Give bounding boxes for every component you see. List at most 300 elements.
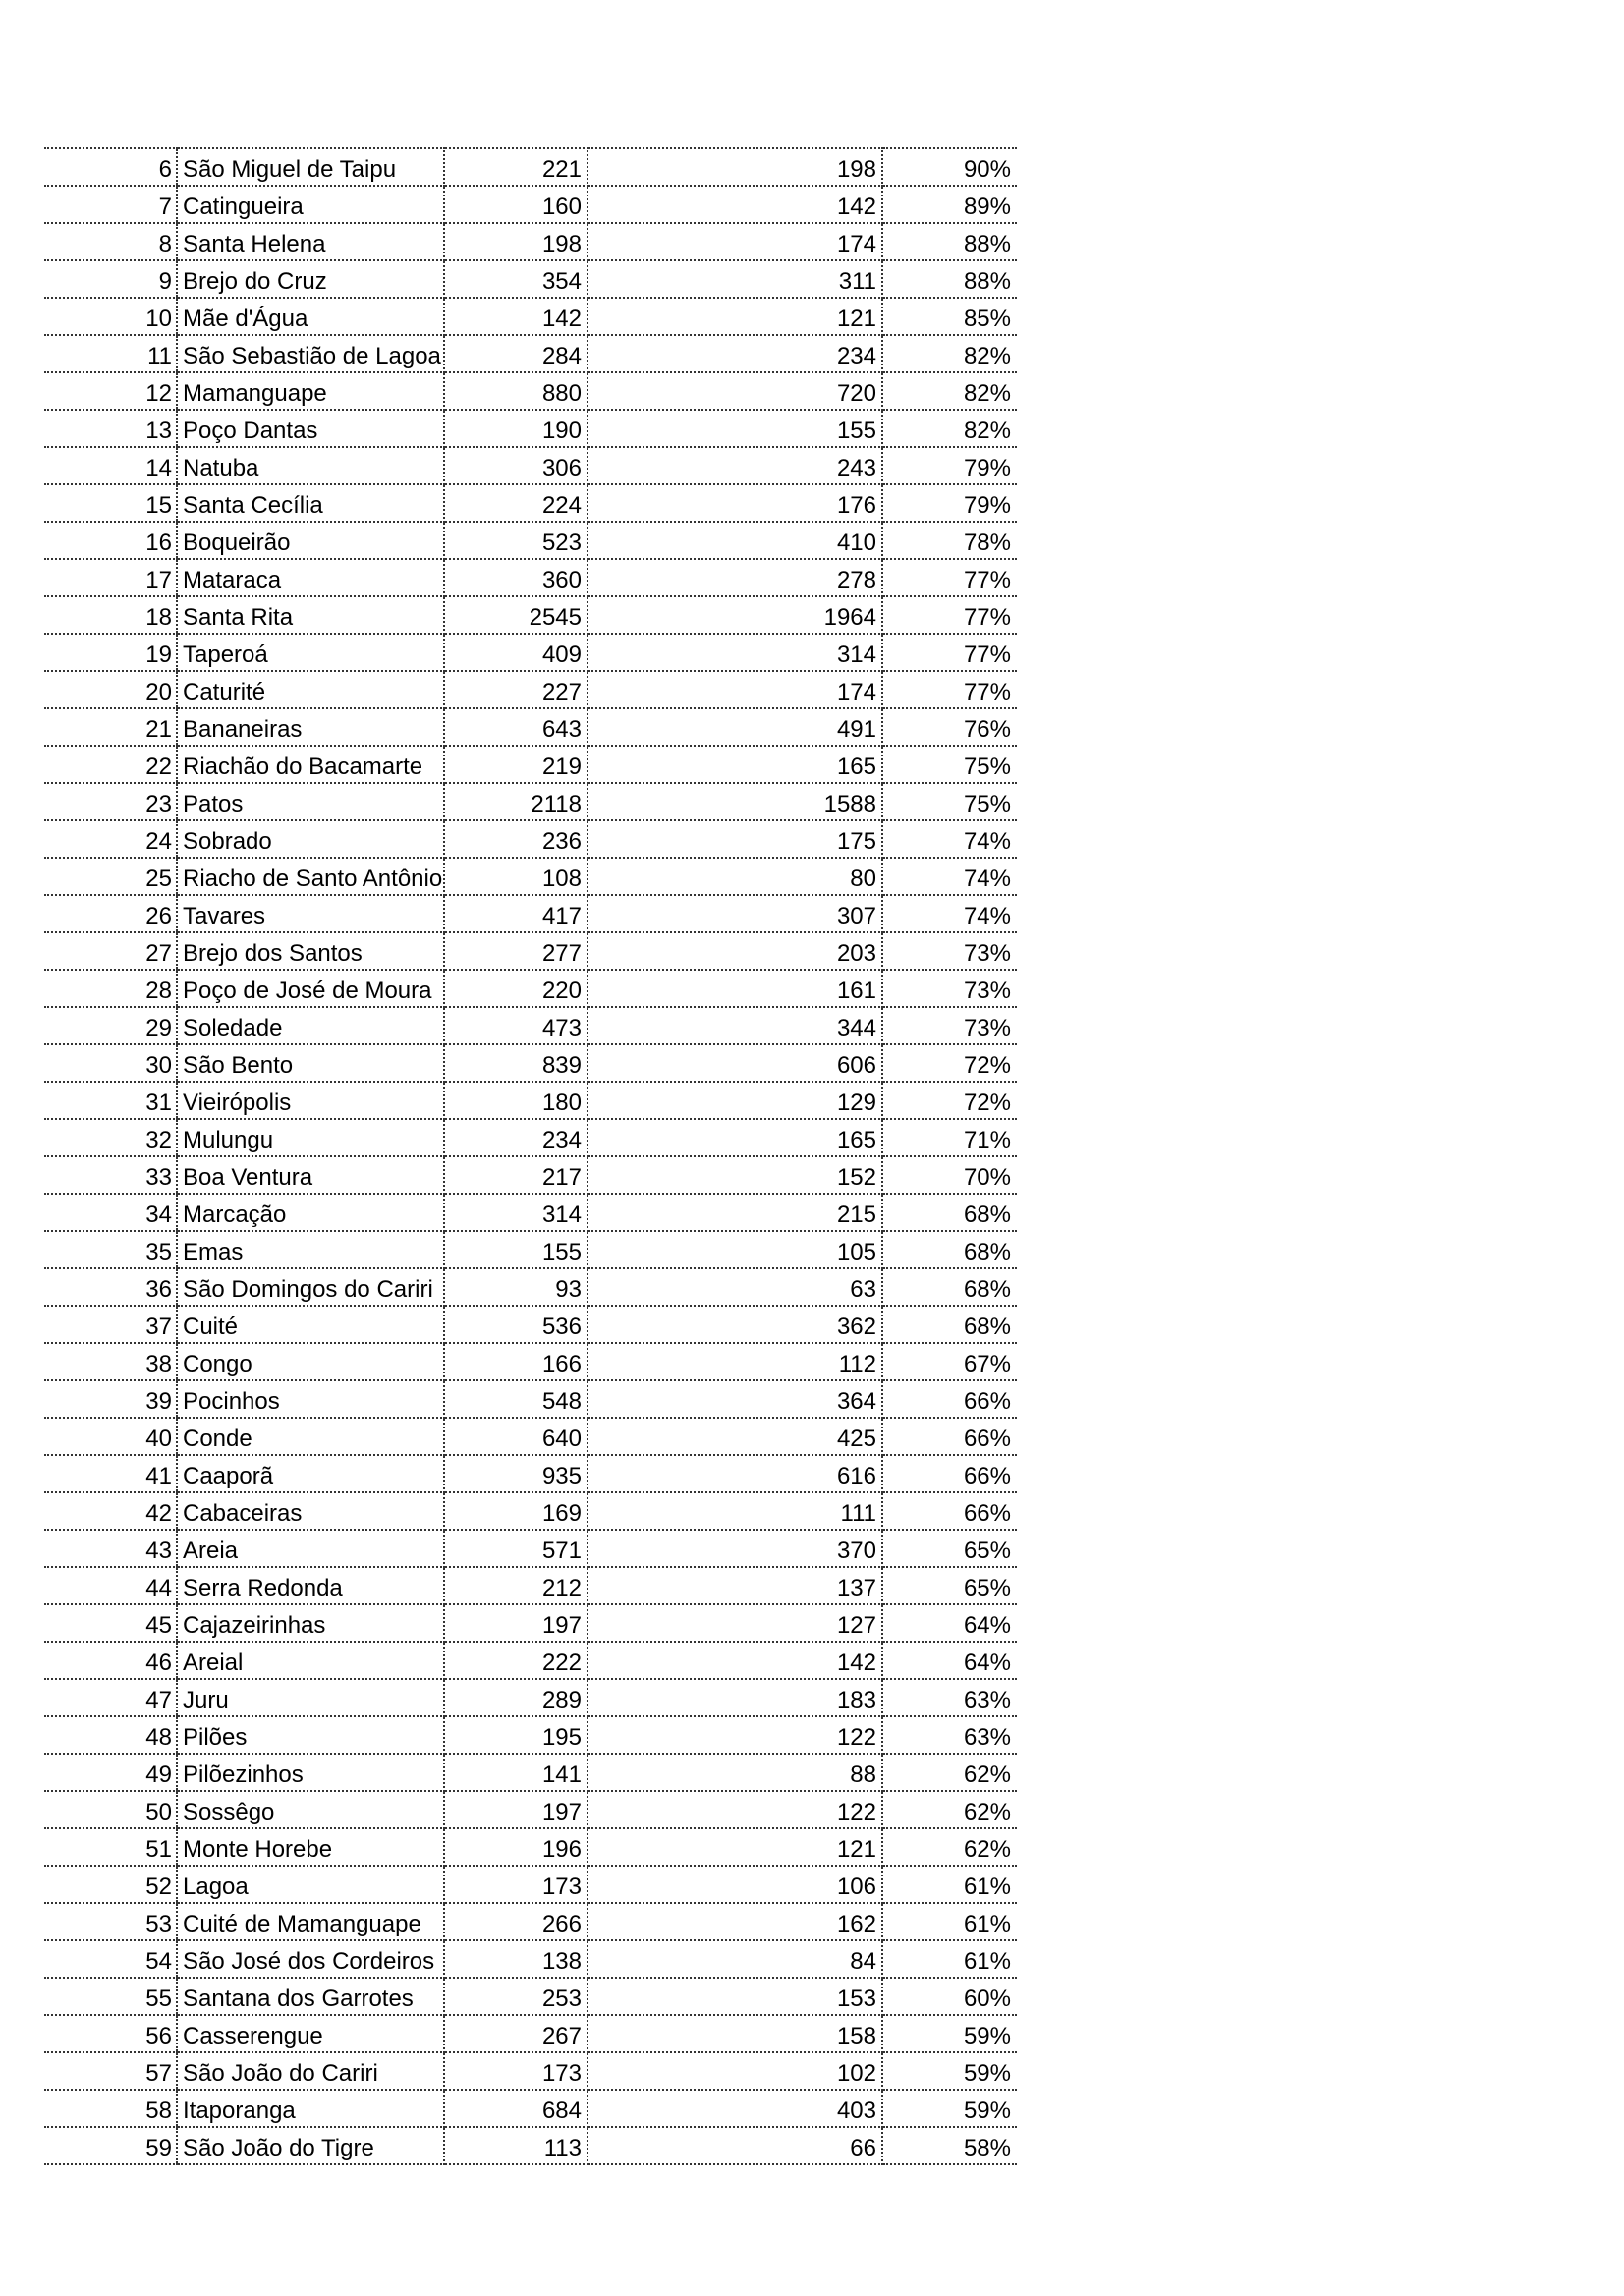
count-cell: 606 — [588, 1044, 882, 1082]
table-row — [44, 858, 1017, 895]
count-cell: 403 — [588, 2090, 882, 2127]
total-cell: 227 — [444, 671, 588, 708]
total-cell: 684 — [444, 2090, 588, 2127]
table-row — [44, 2015, 1017, 2052]
percentage-cell: 79% — [882, 484, 1017, 522]
total-cell: 360 — [444, 559, 588, 596]
total-cell: 548 — [444, 1380, 588, 1418]
municipality-cell: Tavares — [177, 895, 444, 932]
total-cell: 224 — [444, 484, 588, 522]
rank-cell: 10 — [44, 298, 177, 335]
percentage-cell: 64% — [882, 1604, 1017, 1642]
table-row — [44, 559, 1017, 596]
table-row — [44, 1828, 1017, 1866]
percentage-cell: 65% — [882, 1567, 1017, 1604]
percentage-cell: 66% — [882, 1418, 1017, 1455]
municipality-cell: São Bento — [177, 1044, 444, 1082]
count-cell: 203 — [588, 932, 882, 970]
municipality-cell: Pocinhos — [177, 1380, 444, 1418]
municipality-cell: Riachão do Bacamarte — [177, 746, 444, 783]
count-cell: 152 — [588, 1156, 882, 1194]
percentage-cell: 65% — [882, 1530, 1017, 1567]
count-cell: 161 — [588, 970, 882, 1007]
rank-cell: 49 — [44, 1754, 177, 1791]
table-row — [44, 1791, 1017, 1828]
rank-cell: 36 — [44, 1268, 177, 1306]
total-cell: 234 — [444, 1119, 588, 1156]
table-row — [44, 783, 1017, 820]
total-cell: 640 — [444, 1418, 588, 1455]
rank-cell: 13 — [44, 410, 177, 447]
table-row — [44, 634, 1017, 671]
count-cell: 616 — [588, 1455, 882, 1492]
count-cell: 307 — [588, 895, 882, 932]
total-cell: 173 — [444, 1866, 588, 1903]
table-row — [44, 932, 1017, 970]
count-cell: 88 — [588, 1754, 882, 1791]
rank-cell: 17 — [44, 559, 177, 596]
table-row — [44, 484, 1017, 522]
percentage-cell: 76% — [882, 708, 1017, 746]
rank-cell: 27 — [44, 932, 177, 970]
percentage-cell: 75% — [882, 746, 1017, 783]
percentage-cell: 66% — [882, 1380, 1017, 1418]
rank-cell: 57 — [44, 2052, 177, 2090]
table-row — [44, 410, 1017, 447]
count-cell: 364 — [588, 1380, 882, 1418]
table-row — [44, 522, 1017, 559]
table-row — [44, 1044, 1017, 1082]
count-cell: 105 — [588, 1231, 882, 1268]
table-row — [44, 1866, 1017, 1903]
municipality-cell: Boqueirão — [177, 522, 444, 559]
municipality-cell: Lagoa — [177, 1866, 444, 1903]
percentage-cell: 62% — [882, 1828, 1017, 1866]
count-cell: 155 — [588, 410, 882, 447]
rank-cell: 20 — [44, 671, 177, 708]
percentage-cell: 59% — [882, 2015, 1017, 2052]
spreadsheet-page — [44, 147, 1017, 2165]
table-row — [44, 2052, 1017, 2090]
count-cell: 158 — [588, 2015, 882, 2052]
total-cell: 2545 — [444, 596, 588, 634]
rank-cell: 58 — [44, 2090, 177, 2127]
total-cell: 253 — [444, 1978, 588, 2015]
table-row — [44, 1940, 1017, 1978]
table-row — [44, 1604, 1017, 1642]
percentage-cell: 61% — [882, 1903, 1017, 1940]
percentage-cell: 78% — [882, 522, 1017, 559]
municipality-cell: Itaporanga — [177, 2090, 444, 2127]
table-row — [44, 895, 1017, 932]
count-cell: 84 — [588, 1940, 882, 1978]
rank-cell: 25 — [44, 858, 177, 895]
rank-cell: 34 — [44, 1194, 177, 1231]
municipality-cell: Cabaceiras — [177, 1492, 444, 1530]
total-cell: 880 — [444, 372, 588, 410]
rank-cell: 40 — [44, 1418, 177, 1455]
rank-cell: 52 — [44, 1866, 177, 1903]
municipality-cell: Cajazeirinhas — [177, 1604, 444, 1642]
municipality-cell: Areial — [177, 1642, 444, 1679]
municipality-cell: Marcação — [177, 1194, 444, 1231]
count-cell: 278 — [588, 559, 882, 596]
municipality-cell: Brejo dos Santos — [177, 932, 444, 970]
count-cell: 234 — [588, 335, 882, 372]
percentage-cell: 63% — [882, 1716, 1017, 1754]
total-cell: 217 — [444, 1156, 588, 1194]
table-row — [44, 186, 1017, 223]
total-cell: 306 — [444, 447, 588, 484]
municipality-cell: Monte Horebe — [177, 1828, 444, 1866]
municipality-cell: Cuité de Mamanguape — [177, 1903, 444, 1940]
table-row — [44, 596, 1017, 634]
table-row — [44, 1194, 1017, 1231]
municipality-cell: Taperoá — [177, 634, 444, 671]
table-row — [44, 1268, 1017, 1306]
rank-cell: 11 — [44, 335, 177, 372]
municipality-cell: Poço de José de Moura — [177, 970, 444, 1007]
municipality-cell: Pilões — [177, 1716, 444, 1754]
rank-cell: 12 — [44, 372, 177, 410]
table-row — [44, 335, 1017, 372]
count-cell: 174 — [588, 223, 882, 260]
percentage-cell: 75% — [882, 783, 1017, 820]
percentage-cell: 89% — [882, 186, 1017, 223]
table-row — [44, 1343, 1017, 1380]
count-cell: 121 — [588, 298, 882, 335]
total-cell: 935 — [444, 1455, 588, 1492]
count-cell: 165 — [588, 746, 882, 783]
municipality-cell: Mamanguape — [177, 372, 444, 410]
percentage-cell: 68% — [882, 1268, 1017, 1306]
percentage-cell: 62% — [882, 1754, 1017, 1791]
municipality-cell: São João do Cariri — [177, 2052, 444, 2090]
total-cell: 523 — [444, 522, 588, 559]
count-cell: 165 — [588, 1119, 882, 1156]
rank-cell: 32 — [44, 1119, 177, 1156]
percentage-cell: 88% — [882, 223, 1017, 260]
total-cell: 409 — [444, 634, 588, 671]
percentage-cell: 77% — [882, 634, 1017, 671]
municipality-cell: Conde — [177, 1418, 444, 1455]
count-cell: 122 — [588, 1716, 882, 1754]
table-row — [44, 708, 1017, 746]
rank-cell: 38 — [44, 1343, 177, 1380]
table-row — [44, 1530, 1017, 1567]
count-cell: 410 — [588, 522, 882, 559]
table-row — [44, 1380, 1017, 1418]
percentage-cell: 61% — [882, 1940, 1017, 1978]
total-cell: 354 — [444, 260, 588, 298]
total-cell: 138 — [444, 1940, 588, 1978]
count-cell: 175 — [588, 820, 882, 858]
percentage-cell: 66% — [882, 1492, 1017, 1530]
table-row — [44, 148, 1017, 186]
percentage-cell: 73% — [882, 970, 1017, 1007]
count-cell: 1964 — [588, 596, 882, 634]
total-cell: 267 — [444, 2015, 588, 2052]
table-row — [44, 1455, 1017, 1492]
municipality-cell: Soledade — [177, 1007, 444, 1044]
total-cell: 221 — [444, 148, 588, 186]
municipality-cell: Areia — [177, 1530, 444, 1567]
table-row — [44, 447, 1017, 484]
municipality-cell: São José dos Cordeiros — [177, 1940, 444, 1978]
table-row — [44, 1679, 1017, 1716]
rank-cell: 22 — [44, 746, 177, 783]
count-cell: 111 — [588, 1492, 882, 1530]
table-row — [44, 260, 1017, 298]
rank-cell: 53 — [44, 1903, 177, 1940]
count-cell: 344 — [588, 1007, 882, 1044]
municipality-cell: Santana dos Garrotes — [177, 1978, 444, 2015]
table-row — [44, 820, 1017, 858]
percentage-cell: 85% — [882, 298, 1017, 335]
total-cell: 266 — [444, 1903, 588, 1940]
rank-cell: 48 — [44, 1716, 177, 1754]
rank-cell: 9 — [44, 260, 177, 298]
rank-cell: 51 — [44, 1828, 177, 1866]
municipality-cell: São João do Tigre — [177, 2127, 444, 2164]
municipality-cell: Caaporã — [177, 1455, 444, 1492]
rank-cell: 23 — [44, 783, 177, 820]
table-row — [44, 1903, 1017, 1940]
rank-cell: 55 — [44, 1978, 177, 2015]
municipality-cell: Poço Dantas — [177, 410, 444, 447]
rank-cell: 24 — [44, 820, 177, 858]
percentage-cell: 59% — [882, 2090, 1017, 2127]
table-row — [44, 1119, 1017, 1156]
total-cell: 473 — [444, 1007, 588, 1044]
table-row — [44, 1492, 1017, 1530]
percentage-cell: 74% — [882, 895, 1017, 932]
total-cell: 197 — [444, 1604, 588, 1642]
count-cell: 425 — [588, 1418, 882, 1455]
total-cell: 571 — [444, 1530, 588, 1567]
rank-cell: 31 — [44, 1082, 177, 1119]
municipality-cell: Catingueira — [177, 186, 444, 223]
municipality-cell: Emas — [177, 1231, 444, 1268]
total-cell: 169 — [444, 1492, 588, 1530]
rank-cell: 42 — [44, 1492, 177, 1530]
total-cell: 108 — [444, 858, 588, 895]
municipality-cell: Juru — [177, 1679, 444, 1716]
percentage-cell: 88% — [882, 260, 1017, 298]
count-cell: 183 — [588, 1679, 882, 1716]
total-cell: 198 — [444, 223, 588, 260]
rank-cell: 35 — [44, 1231, 177, 1268]
rank-cell: 44 — [44, 1567, 177, 1604]
table-row — [44, 2127, 1017, 2164]
table-row — [44, 2090, 1017, 2127]
total-cell: 166 — [444, 1343, 588, 1380]
rank-cell: 14 — [44, 447, 177, 484]
table-row — [44, 970, 1017, 1007]
table-row — [44, 1231, 1017, 1268]
percentage-cell: 77% — [882, 596, 1017, 634]
municipality-cell: Serra Redonda — [177, 1567, 444, 1604]
count-cell: 243 — [588, 447, 882, 484]
municipality-cell: Casserengue — [177, 2015, 444, 2052]
total-cell: 220 — [444, 970, 588, 1007]
percentage-cell: 82% — [882, 410, 1017, 447]
municipality-cell: Pilõezinhos — [177, 1754, 444, 1791]
rank-cell: 43 — [44, 1530, 177, 1567]
municipality-cell: Bananeiras — [177, 708, 444, 746]
total-cell: 2118 — [444, 783, 588, 820]
municipality-cell: Santa Rita — [177, 596, 444, 634]
percentage-cell: 77% — [882, 559, 1017, 596]
count-cell: 102 — [588, 2052, 882, 2090]
total-cell: 284 — [444, 335, 588, 372]
total-cell: 155 — [444, 1231, 588, 1268]
count-cell: 174 — [588, 671, 882, 708]
total-cell: 195 — [444, 1716, 588, 1754]
percentage-cell: 67% — [882, 1343, 1017, 1380]
rank-cell: 47 — [44, 1679, 177, 1716]
rank-cell: 29 — [44, 1007, 177, 1044]
percentage-cell: 74% — [882, 820, 1017, 858]
table-row — [44, 1716, 1017, 1754]
count-cell: 127 — [588, 1604, 882, 1642]
total-cell: 113 — [444, 2127, 588, 2164]
table-row — [44, 1567, 1017, 1604]
rank-cell: 30 — [44, 1044, 177, 1082]
municipality-cell: Congo — [177, 1343, 444, 1380]
percentage-cell: 61% — [882, 1866, 1017, 1903]
percentage-cell: 68% — [882, 1231, 1017, 1268]
count-cell: 129 — [588, 1082, 882, 1119]
total-cell: 212 — [444, 1567, 588, 1604]
count-cell: 162 — [588, 1903, 882, 1940]
count-cell: 198 — [588, 148, 882, 186]
total-cell: 839 — [444, 1044, 588, 1082]
count-cell: 314 — [588, 634, 882, 671]
total-cell: 236 — [444, 820, 588, 858]
percentage-cell: 82% — [882, 372, 1017, 410]
count-cell: 720 — [588, 372, 882, 410]
count-cell: 137 — [588, 1567, 882, 1604]
rank-cell: 7 — [44, 186, 177, 223]
rank-cell: 18 — [44, 596, 177, 634]
municipality-cell: Brejo do Cruz — [177, 260, 444, 298]
municipality-cell: São Sebastião de Lagoa — [177, 335, 444, 372]
table-row — [44, 671, 1017, 708]
percentage-cell: 62% — [882, 1791, 1017, 1828]
table-row — [44, 1082, 1017, 1119]
percentage-cell: 59% — [882, 2052, 1017, 2090]
count-cell: 121 — [588, 1828, 882, 1866]
rank-cell: 39 — [44, 1380, 177, 1418]
count-cell: 311 — [588, 260, 882, 298]
rank-cell: 50 — [44, 1791, 177, 1828]
count-cell: 370 — [588, 1530, 882, 1567]
table-row — [44, 1007, 1017, 1044]
rank-cell: 59 — [44, 2127, 177, 2164]
table-row — [44, 1642, 1017, 1679]
percentage-cell: 70% — [882, 1156, 1017, 1194]
rank-cell: 16 — [44, 522, 177, 559]
municipality-cell: São Domingos do Cariri — [177, 1268, 444, 1306]
rank-cell: 19 — [44, 634, 177, 671]
rank-cell: 28 — [44, 970, 177, 1007]
percentage-cell: 72% — [882, 1082, 1017, 1119]
count-cell: 1588 — [588, 783, 882, 820]
percentage-cell: 60% — [882, 1978, 1017, 2015]
count-cell: 106 — [588, 1866, 882, 1903]
count-cell: 122 — [588, 1791, 882, 1828]
table-row — [44, 298, 1017, 335]
total-cell: 190 — [444, 410, 588, 447]
count-cell: 153 — [588, 1978, 882, 2015]
count-cell: 176 — [588, 484, 882, 522]
rank-cell: 33 — [44, 1156, 177, 1194]
percentage-cell: 73% — [882, 932, 1017, 970]
rank-cell: 15 — [44, 484, 177, 522]
rank-cell: 54 — [44, 1940, 177, 1978]
total-cell: 160 — [444, 186, 588, 223]
municipality-cell: Cuité — [177, 1306, 444, 1343]
percentage-cell: 68% — [882, 1306, 1017, 1343]
count-cell: 63 — [588, 1268, 882, 1306]
municipality-cell: Sobrado — [177, 820, 444, 858]
municipality-cell: Santa Helena — [177, 223, 444, 260]
municipality-cell: São Miguel de Taipu — [177, 148, 444, 186]
total-cell: 173 — [444, 2052, 588, 2090]
total-cell: 196 — [444, 1828, 588, 1866]
rank-cell: 6 — [44, 148, 177, 186]
table-row — [44, 223, 1017, 260]
table-body — [44, 148, 1017, 2164]
percentage-cell: 90% — [882, 148, 1017, 186]
rank-cell: 46 — [44, 1642, 177, 1679]
total-cell: 142 — [444, 298, 588, 335]
percentage-cell: 72% — [882, 1044, 1017, 1082]
table-row — [44, 1418, 1017, 1455]
count-cell: 362 — [588, 1306, 882, 1343]
rank-cell: 45 — [44, 1604, 177, 1642]
municipality-cell: Caturité — [177, 671, 444, 708]
percentage-cell: 71% — [882, 1119, 1017, 1156]
total-cell: 93 — [444, 1268, 588, 1306]
rank-cell: 26 — [44, 895, 177, 932]
municipality-cell: Sossêgo — [177, 1791, 444, 1828]
total-cell: 289 — [444, 1679, 588, 1716]
municipality-cell: Boa Ventura — [177, 1156, 444, 1194]
total-cell: 643 — [444, 708, 588, 746]
municipality-cell: Mataraca — [177, 559, 444, 596]
municipality-cell: Mulungu — [177, 1119, 444, 1156]
percentage-cell: 82% — [882, 335, 1017, 372]
total-cell: 219 — [444, 746, 588, 783]
count-cell: 66 — [588, 2127, 882, 2164]
total-cell: 180 — [444, 1082, 588, 1119]
rank-cell: 41 — [44, 1455, 177, 1492]
rank-cell: 37 — [44, 1306, 177, 1343]
percentage-cell: 68% — [882, 1194, 1017, 1231]
rank-cell: 21 — [44, 708, 177, 746]
percentage-cell: 79% — [882, 447, 1017, 484]
table-row — [44, 746, 1017, 783]
percentage-cell: 73% — [882, 1007, 1017, 1044]
count-cell: 215 — [588, 1194, 882, 1231]
municipality-cell: Riacho de Santo Antônio — [177, 858, 444, 895]
rank-cell: 8 — [44, 223, 177, 260]
data-table — [44, 147, 1017, 2165]
count-cell: 112 — [588, 1343, 882, 1380]
percentage-cell: 74% — [882, 858, 1017, 895]
